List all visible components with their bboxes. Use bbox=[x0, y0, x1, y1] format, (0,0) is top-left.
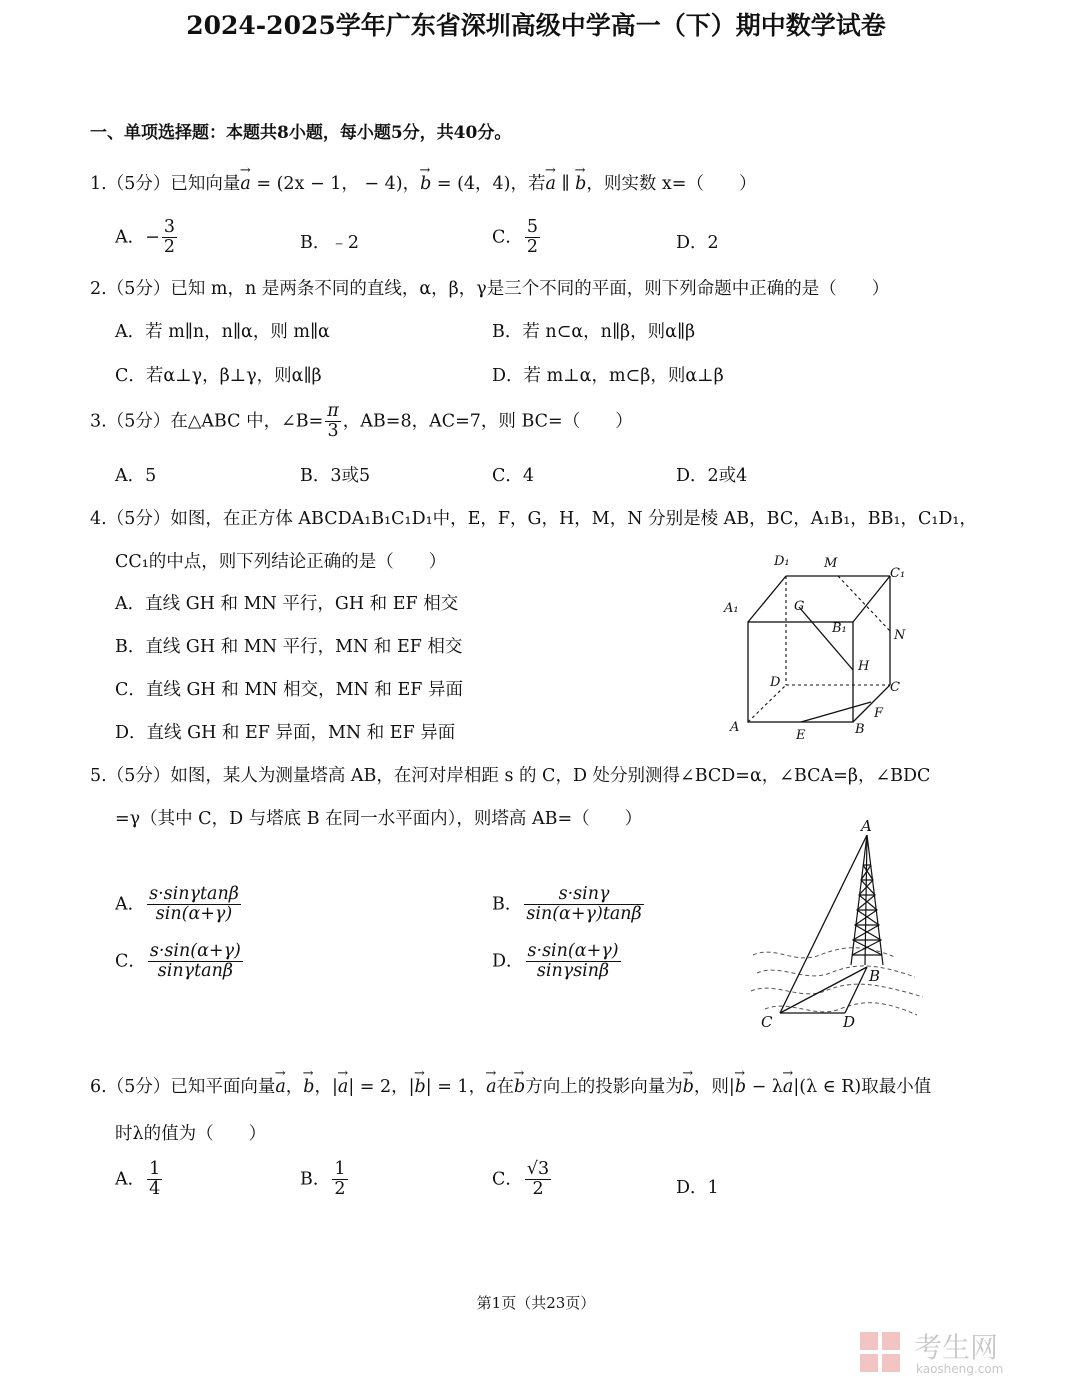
cube-front-face bbox=[748, 622, 853, 722]
label-a: A bbox=[730, 720, 740, 735]
label-f: F bbox=[874, 706, 884, 721]
question-4-stem-line2: CC₁的中点，则下列结论正确的是（ ） bbox=[115, 552, 447, 572]
question-2-option-a[interactable]: A．若 m∥n，n∥α，则 m∥α bbox=[115, 322, 330, 342]
label-d1: D₁ bbox=[774, 554, 790, 569]
question-2-option-b[interactable]: B．若 n⊂α，n∥β，则α∥β bbox=[492, 322, 696, 342]
question-3-stem: 3.（5分）在△ABC 中，∠B= $\frac{\pi}{3}$ ，AB=8，AC=7，则 BC=（ ） bbox=[90, 401, 633, 442]
question-4-option-c[interactable]: C．直线 GH 和 MN 相交，MN 和 EF 异面 bbox=[115, 680, 463, 700]
label-tower-d: D bbox=[843, 1013, 856, 1031]
tower-figure bbox=[745, 815, 935, 1035]
question-1-option-c[interactable]: C． $\frac{5}{2}$ bbox=[492, 217, 539, 258]
label-tower-c: C bbox=[761, 1013, 773, 1031]
question-4-stem-line1: 4.（5分）如图，在正方体 ABCDA₁B₁C₁D₁中，E，F，G，H，M，N 分别是棱 AB，BC，A₁B₁，BB₁，C₁D₁， bbox=[90, 509, 977, 529]
question-4-option-b[interactable]: B．直线 GH 和 MN 平行，MN 和 EF 相交 bbox=[115, 637, 463, 657]
label-tower-a: A bbox=[861, 817, 872, 835]
question-6-stem-line2: 时λ的值为（ ） bbox=[115, 1124, 267, 1144]
question-1-option-d[interactable]: D．2 bbox=[676, 233, 719, 253]
question-2-option-c[interactable]: C．若α⊥γ，β⊥γ，则α∥β bbox=[115, 366, 322, 386]
watermark-icon bbox=[858, 1330, 904, 1376]
label-n: N bbox=[894, 628, 906, 643]
question-6-option-d[interactable]: D．1 bbox=[676, 1178, 719, 1198]
segment-gh bbox=[799, 607, 853, 670]
label-b: B bbox=[855, 722, 865, 737]
label-a1: A₁ bbox=[724, 601, 739, 616]
river-wave-3 bbox=[751, 984, 923, 997]
label-c: C bbox=[890, 680, 900, 695]
question-6-option-c[interactable]: C． $\frac{√3}{2}$ bbox=[492, 1159, 550, 1200]
question-3-option-a[interactable]: A．5 bbox=[115, 466, 157, 486]
label-b1: B₁ bbox=[832, 621, 847, 636]
page-footer: 第1页（共23页） bbox=[476, 1294, 596, 1312]
question-5-option-b[interactable]: B． $\frac{s\cdot\sin\gamma}{\sin(\alpha+\gamma)\tan\beta}$ bbox=[492, 884, 642, 925]
label-e: E bbox=[796, 728, 806, 740]
cube-hidden-edge-ad bbox=[748, 685, 786, 722]
line-cb bbox=[780, 967, 867, 1013]
watermark-logo bbox=[858, 1326, 1058, 1382]
label-d: D bbox=[770, 675, 781, 690]
question-1-stem: 1.（5分）已知向量→ a = (2x − 1， − 4)，→ b = (4，4)，若→ a ∥ → b，则实数 x=（ ） bbox=[90, 170, 756, 195]
question-3-option-b[interactable]: B．3或5 bbox=[300, 466, 371, 486]
line-db bbox=[845, 967, 867, 1013]
question-2-stem: 2.（5分）已知 m，n 是两条不同的直线，α，β，γ是三个不同的平面，则下列命题中正确的是（ ） bbox=[90, 279, 890, 299]
cube-edge-cb bbox=[853, 685, 890, 722]
label-tower-b: B bbox=[869, 967, 881, 985]
cube-edge-a1d1 bbox=[748, 576, 786, 622]
question-6-stem: 6.（5分）已知平面向量→ a，→ b，|→ a| = 2，|→ b| = 1，→ a在→ b方向上的投影向量为→ b，则|→ b − λ→ a|(λ ∈ R)取最小值 bbox=[90, 1073, 931, 1098]
watermark-text: 考生网 bbox=[914, 1331, 999, 1364]
river-wave-2 bbox=[757, 966, 915, 977]
label-g: G bbox=[794, 599, 805, 614]
question-5-stem-line2: =γ（其中 C，D 与塔底 B 在同一水平面内），则塔高 AB=（ ） bbox=[115, 809, 643, 829]
question-4-option-d[interactable]: D．直线 GH 和 EF 异面，MN 和 EF 异面 bbox=[115, 723, 456, 743]
question-3-option-d[interactable]: D．2或4 bbox=[676, 466, 748, 486]
tower-structure bbox=[851, 835, 883, 965]
label-c1: C₁ bbox=[890, 566, 906, 581]
question-1-option-b[interactable]: B．﹣2 bbox=[300, 233, 359, 253]
question-5-option-d[interactable]: D． $\frac{s\cdot\sin(\alpha+\gamma)}{\sin\gamma\sin\beta}$ bbox=[492, 941, 619, 982]
question-5-option-c[interactable]: C． $\frac{s\cdot\sin(\alpha+\gamma)}{\sin\gamma\tan\beta}$ bbox=[115, 941, 241, 982]
cube-edge-c1b1 bbox=[853, 576, 890, 622]
question-2-option-d[interactable]: D．若 m⊥α，m⊂β，则α⊥β bbox=[492, 366, 724, 386]
label-m: M bbox=[824, 556, 838, 571]
line-ca bbox=[780, 835, 867, 1013]
watermark-url: kaosheng.com bbox=[916, 1362, 1004, 1376]
question-6-option-b[interactable]: B． $\frac{1}{2}$ bbox=[300, 1159, 346, 1200]
river-wave-1 bbox=[753, 948, 895, 958]
question-4-option-a[interactable]: A．直线 GH 和 MN 平行，GH 和 EF 相交 bbox=[115, 594, 459, 614]
question-5-option-a[interactable]: A． $\frac{s\cdot\sin\gamma\tan\beta}{\sin(\alpha+\gamma)}$ bbox=[115, 884, 239, 925]
cube-figure bbox=[718, 550, 918, 740]
label-h: H bbox=[858, 659, 870, 674]
section-heading: 一、单项选择题：本题共8小题，每小题5分，共40分。 bbox=[90, 123, 512, 143]
question-6-option-a[interactable]: A． $\frac{1}{4}$ bbox=[115, 1159, 161, 1200]
question-5-stem-line1: 5.（5分）如图，某人为测量塔高 AB，在河对岸相距 s 的 C，D 处分别测得∠BCD=α，∠BCA=β，∠BDC bbox=[90, 766, 931, 786]
question-3-option-c[interactable]: C．4 bbox=[492, 466, 535, 486]
exam-title: 2024-2025学年广东省深圳高级中学高一（下）期中数学试卷 bbox=[186, 11, 886, 40]
question-1-option-a[interactable]: A．− $\frac{3}{2}$ bbox=[115, 217, 175, 258]
segment-ef bbox=[801, 702, 871, 722]
